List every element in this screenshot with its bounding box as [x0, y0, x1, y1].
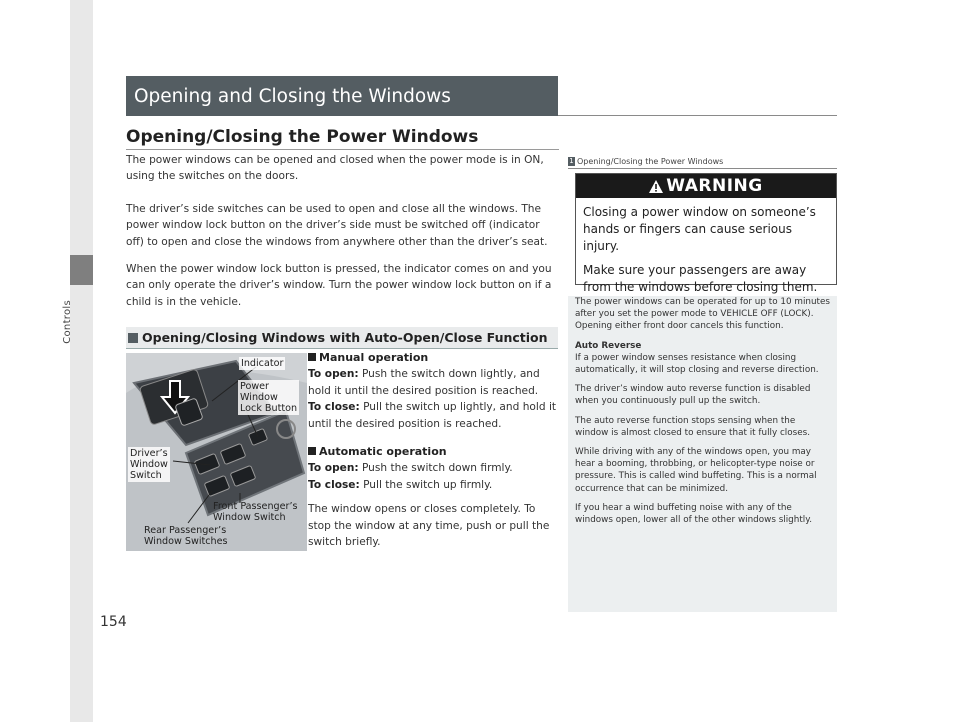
- warning-text-injury: Closing a power window on someone’s hands or fingers can cause serious injury.: [583, 205, 816, 253]
- front-passenger-switch-label: [213, 501, 298, 523]
- paragraph-power-mode: The power windows can be opened and closed when the power mode is in ON, using the switches on the doors.: [126, 154, 544, 183]
- banner-rule: [558, 115, 837, 116]
- close-label: To close:: [308, 478, 360, 491]
- note-wind-buffeting: While driving with any of the windows open, you may hear a booming, throbbing, or helicopter-type noise or pressure. This is called wind buffeting. This is a normal occurrence that can be minimized.: [575, 447, 817, 494]
- manual-heading-text: Manual operation: [319, 351, 429, 364]
- note-title: Auto Reverse: [575, 340, 642, 351]
- front-passenger-label-line: Window Switch: [213, 512, 286, 523]
- rear-passenger-label-line: Window Switches: [144, 536, 228, 547]
- automatic-operation-heading: [308, 444, 558, 460]
- automatic-open-instruction: [308, 460, 558, 476]
- open-text: Push the switch down lightly, and hold it until the desired position is reached.: [308, 368, 540, 397]
- warning-box: [575, 173, 837, 294]
- rear-passenger-label-line: Rear Passenger’s: [144, 525, 227, 536]
- reference-number: 1: [569, 157, 574, 165]
- square-bullet-icon: [308, 447, 316, 455]
- note-auto-reverse: [575, 340, 830, 377]
- note-text: If a power window senses resistance when closing automatically, it will stop closing and reverse direction.: [575, 352, 819, 376]
- square-bullet-icon: [308, 353, 316, 361]
- open-label: To open:: [308, 462, 359, 475]
- close-label: To close:: [308, 401, 360, 414]
- automatic-heading-text: Automatic operation: [319, 445, 447, 458]
- manual-close-instruction: [308, 399, 558, 432]
- front-passenger-label-line: Front Passenger’s: [213, 501, 298, 512]
- driver-switch-label-line: Window: [130, 459, 168, 470]
- warning-header: [576, 174, 836, 198]
- close-text: Pull the switch up lightly, and hold it until the desired position is reached.: [308, 401, 557, 430]
- close-text: Pull the switch up firmly.: [363, 478, 493, 491]
- automatic-note: The window opens or closes completely. To stop the window at any time, push or pull the switch briefly.: [308, 503, 550, 549]
- note-operation-time: [575, 296, 830, 333]
- lock-button-label-line: Power: [240, 381, 270, 392]
- reference-line: [568, 157, 723, 166]
- page-number: 154: [100, 614, 127, 630]
- warning-title: WARNING: [666, 176, 763, 196]
- lock-button-label: [238, 380, 299, 415]
- indicator-label: Indicator: [241, 358, 284, 369]
- subsection-heading: [126, 327, 558, 349]
- lock-button-label-line: Lock Button: [240, 403, 298, 414]
- manual-operation-heading: [308, 350, 558, 366]
- driver-switch-label-line: Switch: [130, 470, 162, 481]
- side-notes-panel: [568, 296, 837, 612]
- section-label: Controls: [62, 300, 73, 344]
- driver-switch-label-line: Driver’s: [130, 448, 168, 459]
- open-label: To open:: [308, 368, 359, 381]
- heading-rule: [126, 149, 559, 150]
- chapter-banner: [126, 76, 558, 116]
- reference-rule: [568, 168, 837, 169]
- driver-switch-label: [128, 447, 170, 482]
- subsection-title: Opening/Closing Windows with Auto-Open/Close Function: [142, 330, 548, 345]
- warning-text-passengers: Make sure your passengers are away from the windows before closing them.: [583, 263, 818, 294]
- rear-passenger-switches-label: [144, 525, 228, 547]
- automatic-operation-block: [308, 444, 558, 550]
- manual-operation-block: [308, 350, 558, 432]
- warning-triangle-icon: [649, 180, 663, 193]
- reference-title: Opening/Closing the Power Windows: [577, 157, 724, 166]
- window-switch-photo: [126, 353, 307, 551]
- note-auto-reverse-sensing: The auto reverse function stops sensing when the window is almost closed to ensure that it fully closes.: [575, 415, 811, 438]
- section-heading: Opening/Closing the Power Windows: [126, 127, 479, 147]
- section-tab-marker: [70, 255, 93, 285]
- note-lower-windows: If you hear a wind buffeting noise with any of the windows open, lower all of the other windows slightly.: [575, 502, 812, 526]
- note-text: Opening either front door cancels this function.: [575, 321, 784, 332]
- note-text: The power windows can be operated for up to 10 minutes after you set the power mode to VEHICLE OFF (LOCK).: [575, 297, 830, 320]
- lock-button-label-line: Window: [240, 392, 278, 403]
- note-driver-auto-reverse: The driver’s window auto reverse function is disabled when you continuously pull up the switch.: [575, 384, 811, 407]
- automatic-close-instruction: [308, 477, 558, 493]
- manual-open-instruction: [308, 366, 558, 399]
- paragraph-driver-switches: The driver’s side switches can be used to open and close all the windows. The power window lock button on the driver’s side must be switched off (indicator off) to open and close the windows from anywhere other than the driver’s seat.: [126, 203, 548, 248]
- margin-strip: [70, 0, 93, 722]
- square-bullet-icon: [128, 333, 138, 343]
- chapter-title: Opening and Closing the Windows: [134, 85, 451, 107]
- open-text: Push the switch down firmly.: [361, 462, 513, 475]
- paragraph-lock-button: When the power window lock button is pressed, the indicator comes on and you can only operate the driver’s window. Turn the power window lock button on if a child is in the vehicle.: [126, 263, 552, 308]
